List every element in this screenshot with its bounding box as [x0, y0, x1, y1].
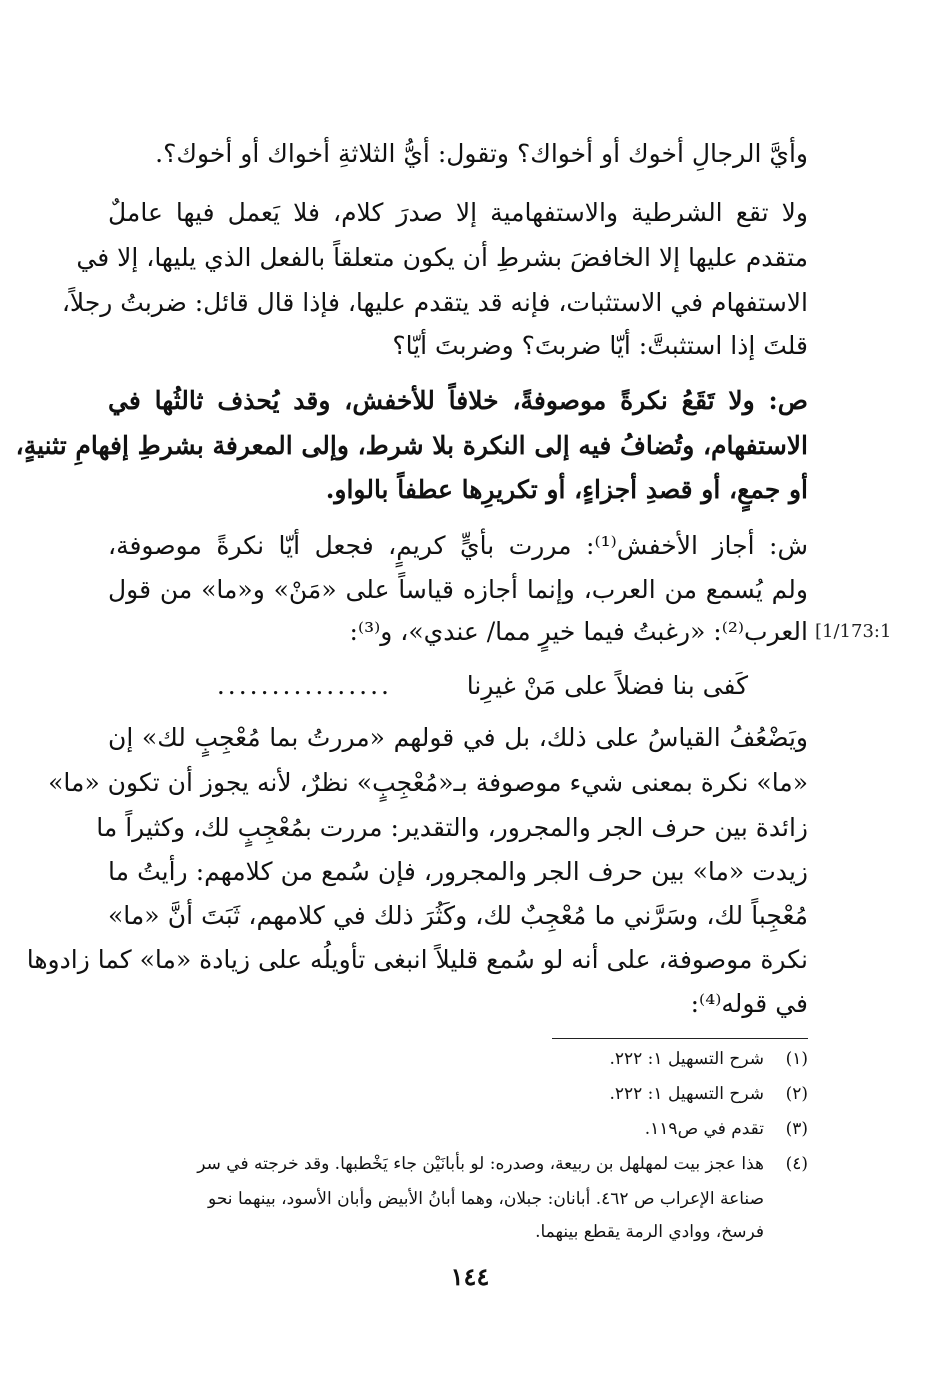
footnote — [609, 1077, 808, 1111]
text-line: ولم يُسمع من العرب، وإنما أجازه قياساً على «مَنْ» و«ما» من قول — [108, 575, 808, 604]
text-line: العرب⁽²⁾: «رغبتُ فيما خيرٍ مما/ عندي»، و⁽³⁾: — [349, 617, 808, 646]
text-line: ويَضْعُفُ القياسُ على ذلك، بل في قولهم «مررتُ بما مُعْجِبٍ لك» إن — [108, 723, 808, 752]
text-line: زائدة بين حرف الجر والمجرور، والتقدير: مررت بمُعْجِبٍ لك، وكثيراً ما — [96, 813, 808, 842]
text-line: مُعْجِباً لك، وسَرَّني ما مُعْجِبٌ لك، وكَثُرَ ذلك في كلامهم، ثَبَتَ أنَّ «ما» — [108, 901, 808, 930]
matn-line: ص: ولا تَقَعُ نكرةً موصوفةً، خلافاً للأخفش، وقد يُحذف ثالثُها في — [108, 386, 808, 415]
footnote-separator — [552, 1038, 808, 1039]
footnote-text: هذا عجز بيت لمهلهل بن ربيعة، وصدره: لو بأبانَيْن جاء يَخْطبها. وقد خرجته في سر — [197, 1154, 764, 1174]
manuscript-folio-reference: [1/173:1 — [815, 621, 892, 642]
footnote-text: تقدم في ص١١٩. — [644, 1119, 764, 1139]
text-line: ش: أجاز الأخفش⁽¹⁾: مررت بأيٍّ كريمٍ، فجعل أيّا نكرةً موصوفة، — [108, 531, 808, 560]
footnote — [609, 1042, 808, 1076]
page-number: ١٤٤ — [450, 1262, 490, 1291]
footnote-number: (٣) — [785, 1119, 808, 1139]
footnote-text: شرح التسهيل ١: ٢٢٢. — [609, 1049, 764, 1069]
footnote-number: (٤) — [785, 1154, 808, 1174]
text-line: متقدم عليها إلا الخافضَ بشرطِ أن يكون متعلقاً بالفعل الذي يليها، إلا في — [76, 243, 808, 272]
text-line: زيدت «ما» بين حرف الجر والمجرور، فإن سُمع من كلامهم: رأيتُ ما — [108, 857, 808, 886]
footnote-continuation: فرسخ، ووادي الرمة يقطع بينهما. — [535, 1222, 764, 1242]
text-line: وأيَّ الرجالِ أخوك أو أخواك؟ وتقول: أيُّ الثلاثةِ أخواك أو أخوك؟. — [155, 139, 808, 168]
verse-dots: ................ — [216, 671, 392, 700]
footnote — [197, 1147, 808, 1181]
text-line: قلتَ إذا استثبتَّ: أيّا ضربتَ؟ وضربتَ أيّا؟ — [392, 331, 808, 360]
matn-line: أو جمعٍ، أو قصدِ أجزاءٍ، أو تكريرِها عطفاً بالواو. — [325, 475, 808, 504]
footnote-text: شرح التسهيل ١: ٢٢٢. — [609, 1084, 764, 1104]
text-line: نكرة موصوفة، على أنه لو سُمع قليلاً انبغى تأويلُه على زيادة «ما» كما زادوها — [26, 945, 808, 974]
verse-hemistich: كَفى بنا فضلاً على مَنْ غيرِنا — [466, 671, 748, 700]
matn-line: الاستفهام، وتُضافُ فيه إلى النكرة بلا شرط، وإلى المعرفة بشرطِ إفهامِ تثنيةٍ، — [15, 431, 808, 460]
footnote-continuation: صناعة الإعراب ص ٤٦٢. أبانان: جبلان، وهما أبانُ الأبيض وأبان الأسود، بينهما نحو — [208, 1189, 764, 1209]
footnote-number: (٢) — [785, 1084, 808, 1104]
text-line: «ما» نكرة بمعنى شيء موصوفة بـ«مُعْجِبٍ» نظرٌ، لأنه يجوز أن تكون «ما» — [48, 768, 808, 797]
footnote — [645, 1112, 808, 1146]
text-line: ولا تقع الشرطية والاستفهامية إلا صدرَ كلام، فلا يَعمل فيها عاملٌ — [108, 198, 808, 227]
footnote-number: (١) — [785, 1049, 808, 1069]
text-line: الاستفهام في الاستثبات، فإنه قد يتقدم عليها، فإذا قال قائل: ضربتُ رجلاً، — [61, 288, 808, 317]
text-line: في قوله⁽⁴⁾: — [690, 989, 808, 1018]
